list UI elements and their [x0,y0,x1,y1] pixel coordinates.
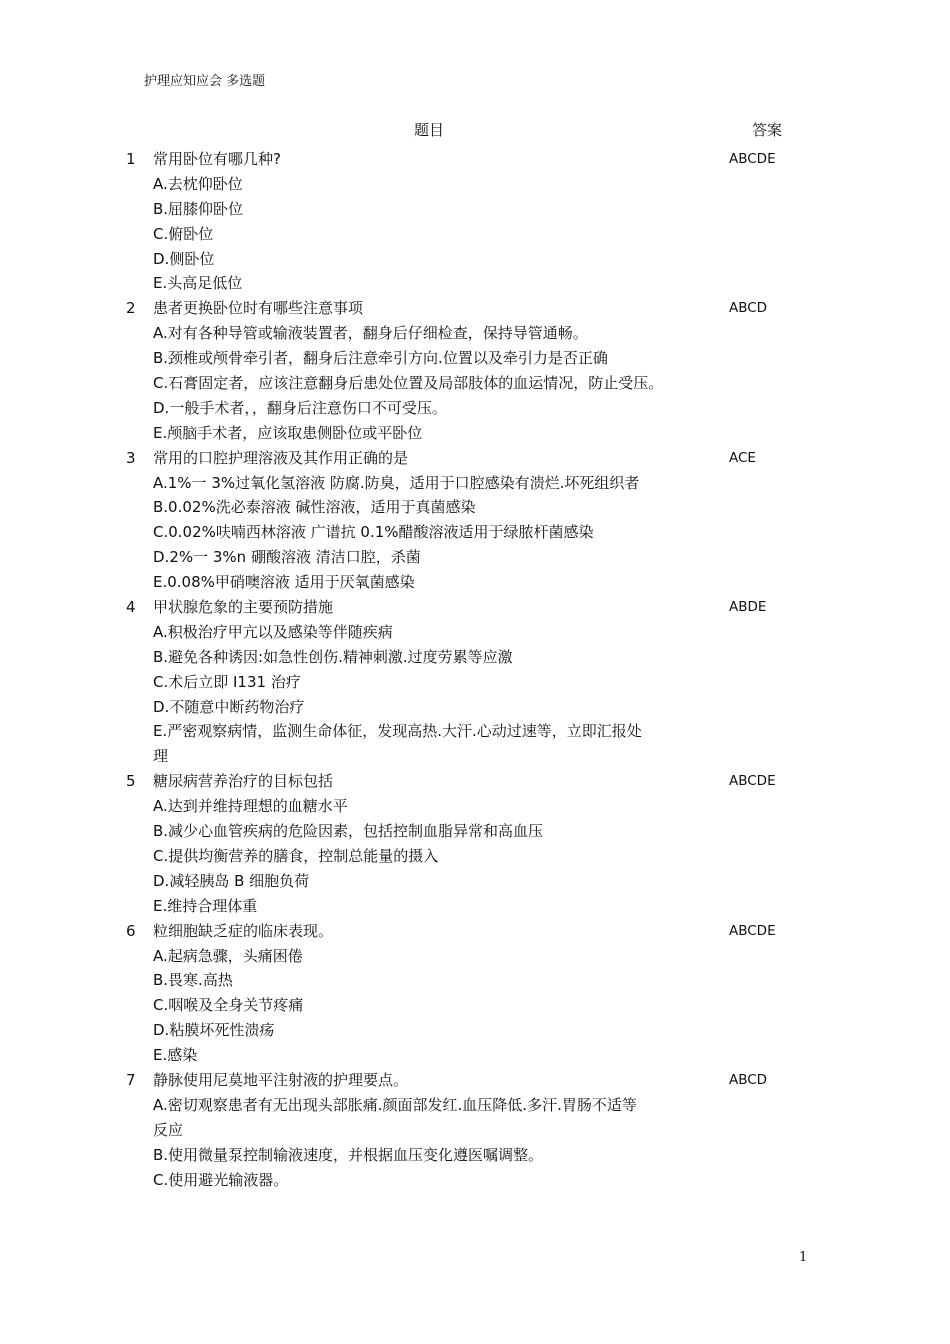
option-line: D.不随意中断药物治疗 [153,697,305,716]
option-line: C.提供均衡营养的膳食，控制总能量的摄入 [153,846,439,865]
option-line: 反应 [153,1120,184,1139]
option-line: D.粘膜坏死性溃疡 [153,1021,275,1040]
question-item [0,769,950,918]
option-line: C.术后立即 I131 治疗 [153,672,301,691]
question-number: 6 [126,921,136,940]
question-answer: ABCDE [729,773,776,790]
option-line: E.维持合理体重 [153,896,258,915]
question-stem: 静脉使用尼莫地平注射液的护理要点。 [153,1070,409,1089]
question-stem: 患者更换卧位时有哪些注意事项 [153,299,364,318]
page-number: 1 [799,1250,808,1265]
question-number: 3 [126,448,136,467]
option-line: D.减轻胰岛 B 细胞负荷 [153,871,310,890]
option-line: E.感染 [153,1046,198,1065]
option-line: E.颅脑手术者，应该取患侧卧位或平卧位 [153,423,423,442]
question-stem: 糖尿病营养治疗的目标包括 [153,772,334,791]
option-line: A.起病急骤，头痛困倦 [153,946,303,965]
option-line: E.严密观察病情，监测生命体征，发现高热.大汗.心动过速等，立即汇报处 [153,722,642,741]
question-stem: 常用卧位有哪几种? [153,150,281,168]
question-stem: 常用的口腔护理溶液及其作用正确的是 [153,448,409,467]
option-line: A.积极治疗甲亢以及感染等伴随疾病 [153,622,393,641]
question-number: 4 [126,598,136,617]
option-line: 理 [153,747,169,766]
option-line: A.去枕仰卧位 [153,174,243,193]
question-item [0,296,950,445]
question-number: 7 [126,1070,136,1089]
option-line: A.达到并维持理想的血糖水平 [153,797,348,816]
question-item [0,147,950,296]
document-header: 护理应知应会 多选题 [144,74,266,89]
question-answer: ABCDE [729,922,776,939]
question-answer: ACE [729,449,756,466]
option-line: A.密切观察患者有无出现头部胀痛.颜面部发红.血压降低.多汗.胃肠不适等 [153,1095,637,1114]
answer-column-title: 答案 [752,121,783,139]
option-line: C.咽喉及全身关节疼痛 [153,996,304,1015]
option-line: C.0.02%呋喃西林溶液 广谱抗 0.1%醋酸溶液适用于绿脓杆菌感染 [153,523,594,542]
question-stem: 甲状腺危象的主要预防措施 [153,598,334,617]
question-answer: ABCD [729,1071,768,1088]
question-answer: ABCD [729,300,768,317]
question-item [0,1068,950,1192]
question-number: 5 [126,772,136,791]
question-item [0,446,950,595]
question-list [0,147,950,1192]
option-line: B.减少心血管疾病的危险因素，包括控制血脂异常和高血压 [153,822,544,841]
option-line: D.侧卧位 [153,249,215,268]
option-line: C.石膏固定者，应该注意翻身后患处位置及局部肢体的血运情况，防止受压。 [153,374,664,393]
question-number: 2 [126,299,136,318]
question-number: 1 [126,150,136,168]
option-line: A.1%一 3%过氧化氢溶液 防腐.防臭，适用于口腔感染有溃烂.坏死组织者 [153,473,640,492]
option-line: A.对有各种导管或输液装置者，翻身后仔细检查，保持导管通畅。 [153,324,588,343]
question-item [0,919,950,1068]
option-line: E.头高足低位 [153,274,243,293]
question-column-title: 题目 [414,121,445,139]
option-line: C.俯卧位 [153,224,214,243]
option-line: D.一般手术者，，翻身后注意伤口不可受压。 [153,398,447,417]
question-answer: ABCDE [729,151,776,167]
option-line: B.0.02%洗必泰溶液 碱性溶液，适用于真菌感染 [153,498,476,517]
question-answer: ABDE [729,599,767,616]
option-line: B.畏寒.高热 [153,971,233,990]
option-line: B.屈膝仰卧位 [153,199,244,218]
question-item [0,595,950,769]
question-stem: 粒细胞缺乏症的临床表现。 [153,921,334,940]
option-line: B.使用微量泵控制输液速度，并根据血压变化遵医嘱调整。 [153,1145,544,1164]
option-line: C.使用避光输液器。 [153,1170,289,1189]
option-line: D.2%一 3%n 硼酸溶液 清洁口腔，杀菌 [153,548,421,567]
option-line: B.避免各种诱因:如急性创伤.精神刺激.过度劳累等应激 [153,647,513,666]
option-line: E.0.08%甲硝噢溶液 适用于厌氧菌感染 [153,573,415,592]
option-line: B.颈椎或颅骨牵引者，翻身后注意牵引方向.位置以及牵引力是否正确 [153,349,608,368]
